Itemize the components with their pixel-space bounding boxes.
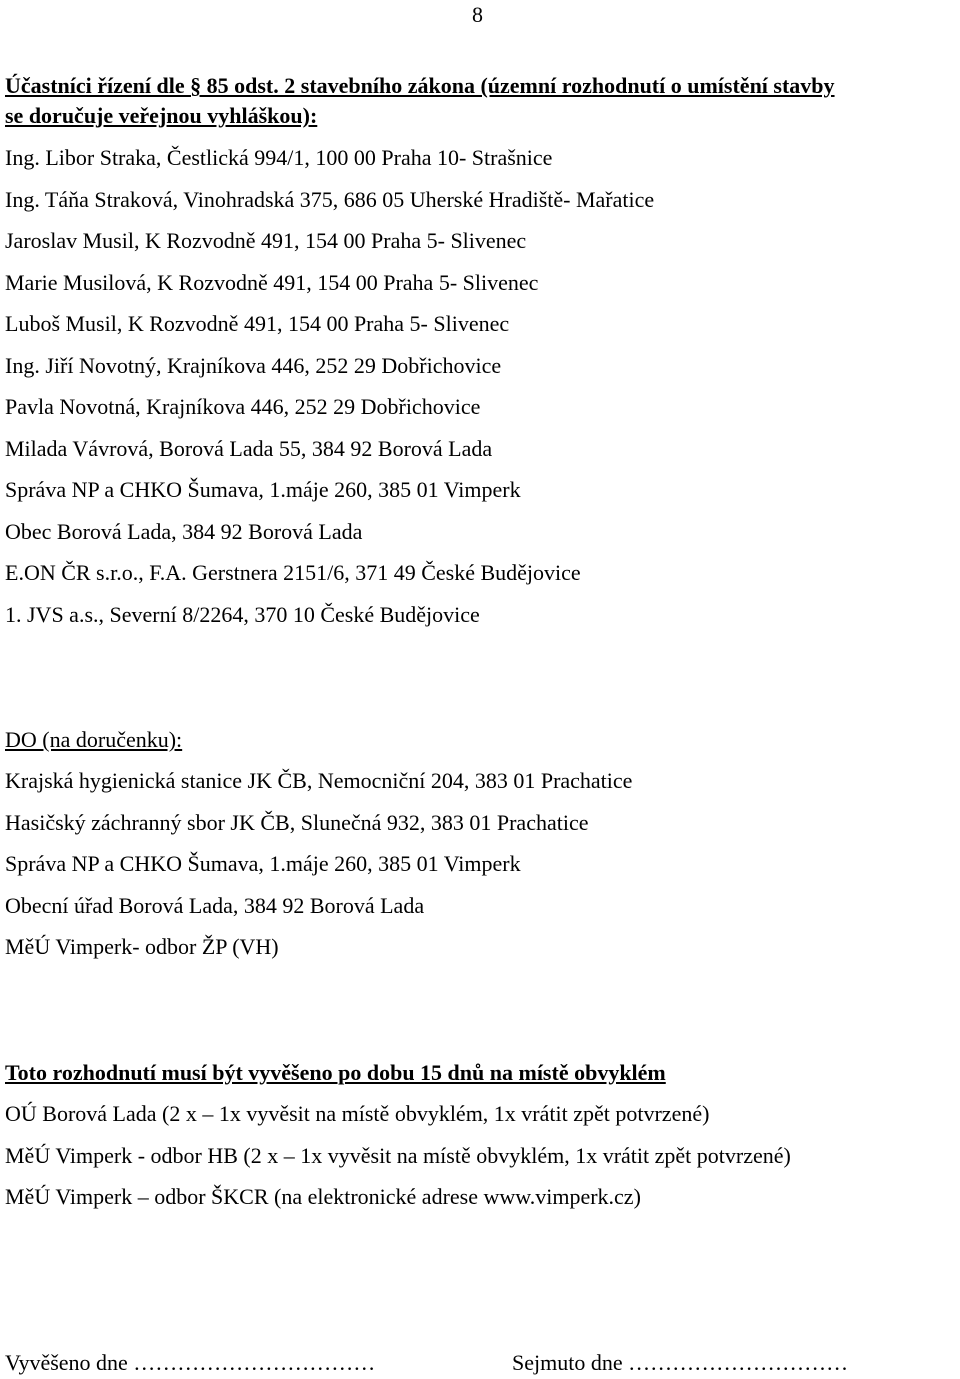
participant-item: E.ON ČR s.r.o., F.A. Gerstnera 2151/6, 371 49 České Budějovice [5,560,581,585]
posted-date: Vyvěšeno dne …………………………… [5,1350,376,1375]
removed-date: Sejmuto dne ………………………… [512,1350,849,1375]
participant-item: 1. JVS a.s., Severní 8/2264, 370 10 České Budějovice [5,602,480,627]
participant-item: Milada Vávrová, Borová Lada 55, 384 92 Borová Lada [5,436,493,461]
do-item: Správa NP a CHKO Šumava, 1.máje 260, 385 01 Vimperk [5,851,521,876]
participant-item: Pavla Novotná, Krajníkova 446, 252 29 Dobřichovice [5,394,481,419]
participants-heading-line-1: Účastníci řízení dle § 85 odst. 2 stavebního zákona (územní rozhodnutí o umístění stavby [5,73,835,98]
participants-heading-line-2: se doručuje veřejnou vyhláškou): [5,103,318,128]
participant-item: Ing. Libor Straka, Čestlická 994/1, 100 00 Praha 10- Strašnice [5,145,553,170]
do-item: Hasičský záchranný sbor JK ČB, Slunečná 932, 383 01 Prachatice [5,810,589,835]
participant-item: Jaroslav Musil, K Rozvodně 491, 154 00 Praha 5- Slivenec [5,228,527,253]
posting-item: MěÚ Vimperk - odbor HB (2 x – 1x vyvěsit na místě obvyklém, 1x vrátit zpět potvrzené) [5,1143,791,1168]
posting-item: MěÚ Vimperk – odbor ŠKCR (na elektronické adrese www.vimperk.cz) [5,1184,641,1209]
do-item: Krajská hygienická stanice JK ČB, Nemocniční 204, 383 01 Prachatice [5,768,633,793]
participant-item: Marie Musilová, K Rozvodně 491, 154 00 Praha 5- Slivenec [5,270,539,295]
participant-item: Obec Borová Lada, 384 92 Borová Lada [5,519,363,544]
participant-item: Luboš Musil, K Rozvodně 491, 154 00 Praha 5- Slivenec [5,311,510,336]
do-heading: DO (na doručenku): [5,727,183,752]
do-item: MěÚ Vimperk- odbor ŽP (VH) [5,934,279,959]
participant-item: Ing. Táňa Straková, Vinohradská 375, 686 05 Uherské Hradiště- Mařatice [5,187,655,212]
participant-item: Ing. Jiří Novotný, Krajníkova 446, 252 29 Dobřichovice [5,353,502,378]
posting-item: OÚ Borová Lada (2 x – 1x vyvěsit na místě obvyklém, 1x vrátit zpět potvrzené) [5,1101,710,1126]
do-item: Obecní úřad Borová Lada, 384 92 Borová Lada [5,893,425,918]
participant-item: Správa NP a CHKO Šumava, 1.máje 260, 385 01 Vimperk [5,477,521,502]
posting-heading: Toto rozhodnutí musí být vyvěšeno po dobu 15 dnů na místě obvyklém [5,1060,666,1085]
page-number: 8 [472,2,483,27]
